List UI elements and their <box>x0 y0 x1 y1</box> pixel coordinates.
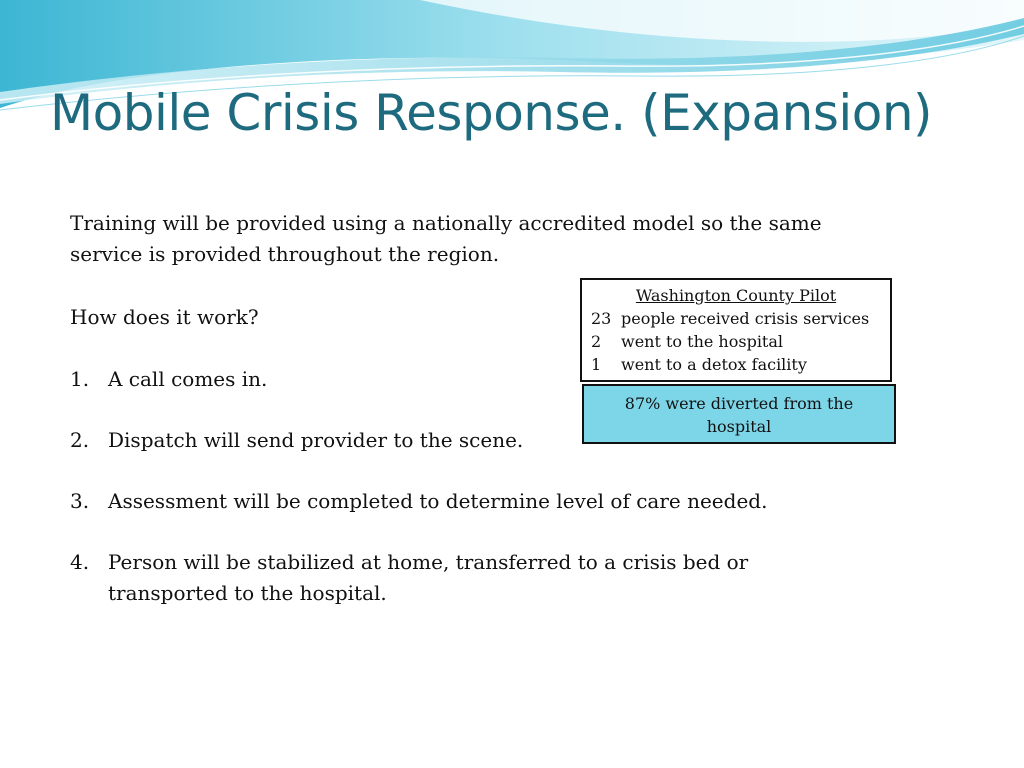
diverted-callout: 87% were diverted from the hospital <box>582 384 896 444</box>
step-text: Dispatch will send provider to the scene. <box>108 428 524 452</box>
pilot-row-count: 1 <box>591 355 602 374</box>
slide-title: Mobile Crisis Response. (Expansion) <box>50 84 933 142</box>
step-text: Person will be stabilized at home, transferred to a crisis bed or transported to the hospital. <box>108 550 749 605</box>
pilot-row <box>591 330 881 353</box>
pilot-stats-box <box>580 278 892 382</box>
step-number: 4. <box>70 550 90 574</box>
pilot-row-text: people received crisis services <box>621 309 870 328</box>
pilot-row-count: 2 <box>591 332 602 351</box>
step-item <box>70 547 830 609</box>
step-number: 1. <box>70 367 90 391</box>
pilot-row <box>591 353 881 376</box>
pilot-row-text: went to a detox facility <box>621 355 807 374</box>
step-number: 3. <box>70 489 90 513</box>
pilot-title: Washington County Pilot <box>635 286 837 305</box>
step-text: Assessment will be completed to determine level of care needed. <box>108 489 768 513</box>
step-item <box>70 486 830 517</box>
step-text: A call comes in. <box>108 367 268 391</box>
pilot-row-count: 23 <box>591 309 612 328</box>
step-number: 2. <box>70 428 90 452</box>
pilot-row <box>591 307 881 330</box>
pilot-row-text: went to the hospital <box>621 332 784 351</box>
how-it-works-question: How does it work? <box>70 305 259 329</box>
intro-paragraph: Training will be provided using a nationally accredited model so the same service is provided throughout the region. <box>70 211 822 266</box>
